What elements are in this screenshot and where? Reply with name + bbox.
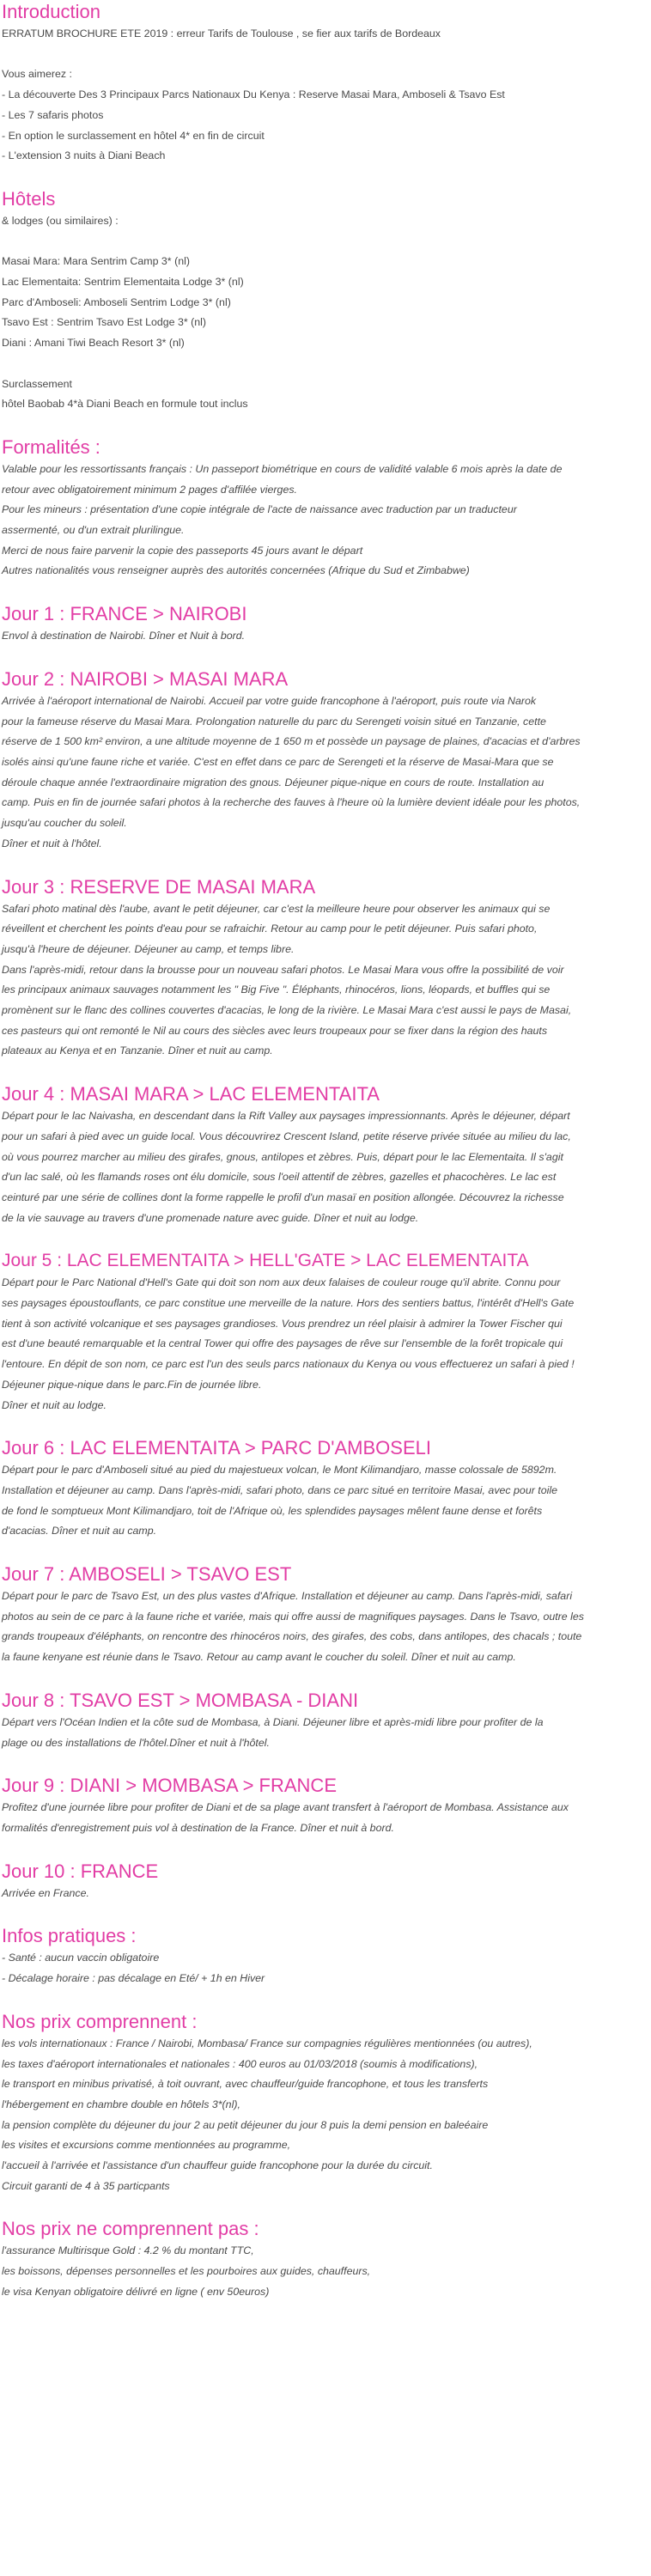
text-line: d'un lac salé, où les flamands roses ont élu domicile, sous l'oeil attentif de zèbres, gazelles et phacochères. Le lac est [2, 1171, 557, 1184]
text-line: Dîner et nuit au lodge. [2, 1398, 106, 1411]
text-line: Arrivée à l'aéroport international de Nairobi. Accueil par votre guide francophone à l'aéroport, puis route via Narok [2, 694, 537, 707]
section-body [2, 691, 644, 855]
section-body [2, 1460, 644, 1542]
text-line: où vous pourrez marcher au milieu des girafes, gnous, antilopes et zèbres. Puis, départ pour le lac Elementaita. Il s'agit [2, 1150, 563, 1163]
text-line: photos au sein de ce parc à la faune riche et variée, mais qui offre aussi de magnifiques paysages. Dans le Tsavo, outre les [2, 1610, 584, 1623]
text-line: & lodges (ou similaires) : [2, 214, 119, 227]
section-jour-1 [2, 602, 644, 667]
text-line: - Les 7 safaris photos [2, 108, 104, 121]
text-line [2, 232, 644, 253]
text-line: Profitez d'une journée libre pour profiter de Diani et de sa plage avant transfert à l'aéroport de Mombasa. Assistance aux [2, 1801, 569, 1814]
text-line: le transport en minibus privatisé, à toit ouvrant, avec chauffeur/guide francophone, et tous les transferts [2, 2078, 489, 2091]
text-line: formalités d'enregistrement puis vol à destination de la France. Dîner et nuit à bord. [2, 1822, 394, 1834]
section-title: Jour 7 : AMBOSELI > TSAVO EST [2, 1563, 292, 1586]
text-line: Déjeuner pique-nique dans le parc.Fin de journée libre. [2, 1378, 262, 1391]
section-title: Jour 1 : FRANCE > NAIROBI [2, 603, 247, 625]
section-jour-4 [2, 1082, 644, 1249]
text-line: Pour les mineurs : présentation d'une copie intégrale de l'acte de naissance avec traduction par un traducteur [2, 503, 517, 516]
section-title: Jour 8 : TSAVO EST > MOMBASA - DIANI [2, 1689, 359, 1711]
text-line: Valable pour les ressortissants français : Un passeport biométrique en cours de validité valable 6 mois après la date de [2, 462, 563, 475]
text-line: Départ pour le Parc National d'Hell's Gate qui doit son nom aux deux falaises de couleur rouge qu'il abrite. Connu pour [2, 1276, 561, 1289]
text-line: la faune kenyane est réunie dans le Tsavo. Retour au camp avant le coucher du soleil. Dîner et nuit au camp. [2, 1651, 516, 1664]
text-line: les taxes d'aéroport internationales et nationales : 400 euros au 01/03/2018 (soumis à modifications), [2, 2057, 478, 2070]
text-line: plage ou des installations de l'hôtel.Dîner et nuit à l'hôtel. [2, 1736, 270, 1749]
text-line: ses paysages époustouflants, ce parc constitue une merveille de la nature. Hors des sentiers battus, l'intérêt d'Hell's Gate [2, 1297, 575, 1310]
section-jour-5 [2, 1249, 644, 1436]
text-line: Autres nationalités vous renseigner auprès des autorités concernées (Afrique du Sud et Zimbabwe) [2, 564, 470, 577]
section-title: Introduction [2, 1, 100, 22]
section-jour-8 [2, 1689, 644, 1774]
text-line: jusqu'à l'heure de déjeuner. Déjeuner au camp, et temps libre. [2, 942, 295, 955]
text-line: ceinturé par une série de collines dont la forme rappelle le profil d'un masaï en position allongée. Découvrez la richesse [2, 1191, 564, 1203]
text-line: réserve de 1 500 km² environ, a une altitude moyenne de 1 650 m et possède un paysage de plaines, d'acacias et d'arbres [2, 735, 581, 748]
section-title: Formalités : [2, 435, 100, 458]
section-body [2, 460, 644, 582]
text-line: de la vie sauvage au travers d'une promenade nature avec guide. Dîner et nuit au lodge. [2, 1211, 419, 1224]
text-line: Tsavo Est : Sentrim Tsavo Est Lodge 3* (nl) [2, 316, 207, 329]
text-line: Masai Mara: Mara Sentrim Camp 3* (nl) [2, 255, 190, 268]
text-line: Lac Elementaita: Sentrim Elementaita Lodge 3* (nl) [2, 276, 244, 289]
section-formalites [2, 435, 644, 602]
section-jour-9 [2, 1774, 644, 1859]
section-infos-pratiques [2, 1924, 644, 2009]
text-line: ces pasteurs qui ont remonté le Nil au cours des siècles avec leurs troupeaux pour se fixer dans la région des hauts [2, 1024, 548, 1037]
text-line: camp. Puis en fin de journée safari photos à la recherche des fauves à l'heure où la lumière devient idéale pour les photos, [2, 796, 581, 809]
section-jour-6 [2, 1436, 644, 1562]
text-line: retour avec obligatoirement minimum 2 pages d'affilée vierges. [2, 483, 297, 496]
section-body [2, 1798, 644, 1838]
text-line: Diani : Amani Tiwi Beach Resort 3* (nl) [2, 337, 185, 350]
section-title: Jour 3 : RESERVE DE MASAI MARA [2, 875, 316, 898]
text-line: Dîner et nuit à l'hôtel. [2, 837, 102, 850]
text-line: pour la fameuse réserve du Masai Mara. Prolongation naturelle du parc du Serengeti voisin situé en Tanzanie, cette [2, 715, 546, 728]
text-line: Circuit garanti de 4 à 35 particpants [2, 2179, 170, 2192]
section-title: Nos prix comprennent : [2, 2010, 198, 2032]
text-line: d'acacias. Dîner et nuit au camp. [2, 1525, 157, 1538]
section-body [2, 2034, 644, 2197]
text-line: Envol à destination de Nairobi. Dîner et Nuit à bord. [2, 630, 246, 642]
section-jour-2 [2, 667, 644, 875]
section-prix-non-comprennent [2, 2217, 644, 2302]
section-title: Jour 4 : MASAI MARA > LAC ELEMENTAITA [2, 1083, 380, 1105]
section-title: Jour 10 : FRANCE [2, 1860, 159, 1882]
text-line: isolés ainsi qu'une faune riche et variée. C'est en effet dans ce parc de Serengeti et la réserve de Masai-Mara que se [2, 755, 554, 768]
section-title: Infos pratiques : [2, 1925, 137, 1947]
text-line: - Santé : aucun vaccin obligatoire [2, 1952, 160, 1964]
text-line: la pension complète du déjeuner du jour 2 au petit déjeuner du jour 8 puis la demi pension en baleéaire [2, 2118, 489, 2131]
section-title: Jour 6 : LAC ELEMENTAITA > PARC D'AMBOSELI [2, 1437, 431, 1459]
text-line: réveillent et cherchent les points d'eau pour se rafraichir. Retour au camp pour le petit déjeuner. Puis safari photo, [2, 923, 538, 935]
text-line: déroule chaque année l'extraordinaire migration des gnous. Déjeuner pique-nique en cours de route. Installation au [2, 776, 545, 789]
text-line: de fond le somptueux Mont Kilimandjaro, toit de l'Afrique où, les splendides paysages mêlent faune dense et forêts [2, 1504, 543, 1517]
section-title: Hôtels [2, 187, 56, 210]
text-line: l'assurance Multirisque Gold : 4.2 % du montant TTC, [2, 2244, 254, 2257]
section-jour-3 [2, 875, 644, 1083]
text-line: Départ pour le parc de Tsavo Est, un des plus vastes d'Afrique. Installation et déjeuner au camp. Dans l'après-midi, safari [2, 1590, 573, 1603]
text-line: Dans l'après-midi, retour dans la brousse pour un nouveau safari photos. Le Masai Mara vous offre la possibilité de voir [2, 963, 564, 976]
section-title: Jour 2 : NAIROBI > MASAI MARA [2, 667, 289, 690]
section-title: Nos prix ne comprennent pas : [2, 2218, 259, 2240]
text-line: jusqu'au coucher du soleil. [2, 817, 127, 830]
text-line: les boissons, dépenses personnelles et les pourboires aux guides, chauffeurs, [2, 2265, 371, 2278]
text-line [2, 45, 644, 65]
text-line: tient à son activité volcanique et ses paysages grandioses. Vous prendrez un réel plaisir à admirer la Tower Fischer qui [2, 1317, 563, 1330]
text-line: l'hébergement en chambre double en hôtels 3*(nl), [2, 2098, 240, 2110]
section-body [2, 211, 644, 415]
text-line: Safari photo matinal dès l'aube, avant le petit déjeuner, car c'est la meilleure heure pour observer les animaux qui se [2, 902, 551, 915]
section-body [2, 1884, 644, 1904]
text-line: - La découverte Des 3 Principaux Parcs Nationaux Du Kenya : Reserve Masai Mara, Amboseli & Tsavo Est [2, 88, 505, 101]
text-line: Installation et déjeuner au camp. Dans l'après-midi, safari photo, dans ce parc situé en territoire Masai, avec pour toile [2, 1483, 558, 1496]
section-jour-10 [2, 1860, 644, 1925]
section-introduction [2, 0, 644, 187]
text-line: Départ pour le lac Naivasha, en descendant dans la Rift Valley aux paysages impressionnants. Après le déjeuner, départ [2, 1110, 570, 1123]
section-body [2, 899, 644, 1063]
section-title: Jour 9 : DIANI > MOMBASA > FRANCE [2, 1775, 337, 1797]
text-line: Arrivée en France. [2, 1886, 89, 1899]
section-hotels [2, 187, 644, 435]
text-line: grands troupeaux d'éléphants, on rencontre des rhinocéros noirs, des girafes, des cobs, dans antilopes, des chacals ; toute [2, 1630, 582, 1643]
text-line: pour un safari à pied avec un guide local. Vous découvrirez Crescent Island, petite réserve privée située au milieu du lac, [2, 1130, 571, 1142]
text-line: Vous aimerez : [2, 68, 72, 81]
text-line: les vols internationaux : France / Nairobi, Mombasa/ France sur compagnies régulières mentionnées (ou autres), [2, 2037, 532, 2049]
text-line: les principaux animaux sauvages notamment les " Big Five ". Éléphants, rhinocéros, lions, léopards, et buffles qui se [2, 984, 551, 996]
section-body [2, 24, 644, 167]
section-body [2, 1948, 644, 1988]
text-line: les visites et excursions comme mentionnées au programme, [2, 2139, 291, 2152]
text-line: - Décalage horaire : pas décalage en Eté/ + 1h en Hiver [2, 1972, 265, 1985]
text-line: assermenté, ou d'un extrait plurilingue. [2, 524, 185, 537]
text-line: l'entoure. En dépit de son nom, ce parc est l'un des seuls parcs nationaux du Kenya ou vous effectuerez un safari à pied ! [2, 1358, 575, 1371]
section-jour-7 [2, 1562, 644, 1689]
section-prix-comprennent [2, 2010, 644, 2218]
text-line: Départ vers l'Océan Indien et la côte sud de Mombasa, à Diani. Déjeuner libre et après-midi libre pour profiter de la [2, 1715, 544, 1728]
text-line: plateaux au Kenya et en Tanzanie. Dîner et nuit au camp. [2, 1044, 273, 1057]
text-line: Parc d'Amboseli: Amboseli Sentrim Lodge 3* (nl) [2, 295, 231, 308]
text-line: Départ pour le parc d'Amboseli situé au pied du majestueux volcan, le Mont Kilimandjaro, masse colossale de 5892m. [2, 1464, 557, 1477]
text-line: le visa Kenyan obligatoire délivré en ligne ( env 50euros) [2, 2285, 270, 2298]
text-line: Surclassement [2, 377, 72, 390]
text-line: - L'extension 3 nuits à Diani Beach [2, 149, 166, 162]
section-title: Jour 5 : LAC ELEMENTAITA > HELL'GATE > LAC ELEMENTAITA [2, 1251, 529, 1271]
section-body [2, 1106, 644, 1228]
section-body [2, 2241, 644, 2302]
text-line: l'accueil à l'arrivée et l'assistance d'un chauffeur guide francophone pour la durée du circuit. [2, 2159, 433, 2172]
section-body [2, 1586, 644, 1668]
text-line: ERRATUM BROCHURE ETE 2019 : erreur Tarifs de Toulouse , se fier aux tarifs de Bordeaux [2, 27, 441, 40]
section-body [2, 1273, 644, 1416]
section-body [2, 626, 644, 647]
section-body [2, 1713, 644, 1753]
text-line [2, 354, 644, 375]
text-line: Merci de nous faire parvenir la copie des passeports 45 jours avant le départ [2, 544, 363, 557]
text-line: hôtel Baobab 4*à Diani Beach en formule tout inclus [2, 398, 248, 411]
text-line: est d'une beauté remarquable et la central Tower qui offre des paysages de rêve sur l'ensemble de la forêt tropicale qui [2, 1337, 563, 1350]
text-line: - En option le surclassement en hôtel 4* en fin de circuit [2, 129, 265, 142]
text-line: promènent sur le flanc des collines couvertes d'acacias, le long de la rivière. Le Masai Mara c'est aussi le pays de Masai, [2, 1004, 572, 1017]
